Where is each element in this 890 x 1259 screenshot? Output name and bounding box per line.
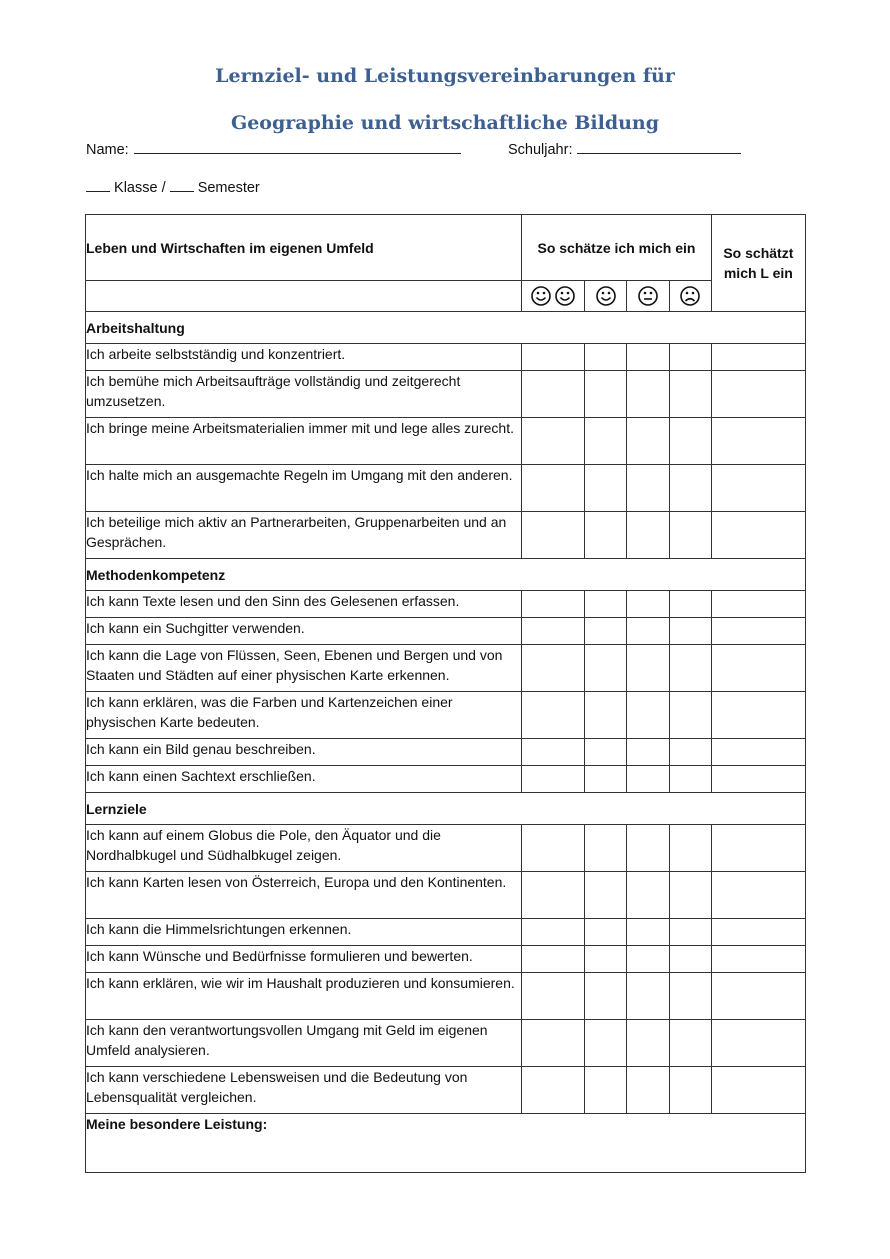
teacher-rating-cell[interactable] [711,692,805,739]
rating-cell-very-good[interactable] [522,946,585,973]
rating-cell-poor[interactable] [669,692,711,739]
semester-label: Semester [197,180,260,196]
rating-cell-poor[interactable] [669,766,711,793]
rating-cell-neutral[interactable] [627,919,669,946]
statement-row [86,512,806,559]
rating-cell-good[interactable] [585,465,627,512]
rating-cell-very-good[interactable] [522,645,585,692]
rating-cell-good[interactable] [585,766,627,793]
rating-cell-neutral[interactable] [627,692,669,739]
rating-cell-very-good[interactable] [522,418,585,465]
rating-cell-poor[interactable] [669,1067,711,1114]
statement-row [86,418,806,465]
rating-cell-very-good[interactable] [522,919,585,946]
rating-cell-good[interactable] [585,371,627,418]
rating-cell-poor[interactable] [669,872,711,919]
special-achievement-row [86,1114,806,1173]
statement-row [86,825,806,872]
rating-cell-good[interactable] [585,591,627,618]
teacher-rating-cell[interactable] [711,512,805,559]
rating-cell-good[interactable] [585,1020,627,1067]
class-blank-line[interactable] [86,178,110,192]
rating-cell-good[interactable] [585,692,627,739]
rating-cell-neutral[interactable] [627,371,669,418]
rating-cell-neutral[interactable] [627,418,669,465]
name-label: Name: [86,142,129,158]
rating-cell-poor[interactable] [669,645,711,692]
statement-row [86,766,806,793]
teacher-rating-cell[interactable] [711,973,805,1020]
teacher-rating-cell[interactable] [711,766,805,793]
teacher-rating-cell[interactable] [711,618,805,645]
school-year-label: Schuljahr: [508,142,573,158]
teacher-rating-cell[interactable] [711,739,805,766]
rating-cell-good[interactable] [585,872,627,919]
class-label: Klasse / [114,180,166,196]
statement-row [86,645,806,692]
rating-cell-good[interactable] [585,919,627,946]
rating-cell-neutral[interactable] [627,739,669,766]
rating-cell-very-good[interactable] [522,512,585,559]
rating-cell-good[interactable] [585,973,627,1020]
section-row [86,793,806,825]
statement-row [86,872,806,919]
rating-cell-poor[interactable] [669,973,711,1020]
rating-cell-neutral[interactable] [627,872,669,919]
rating-col-neutral [627,281,669,312]
rating-cell-poor[interactable] [669,919,711,946]
statement-text: Ich beteilige mich aktiv an Partnerarbeiten, Gruppenarbeiten und an Gesprächen. [86,512,522,559]
rating-cell-good[interactable] [585,1067,627,1114]
rating-cell-very-good[interactable] [522,591,585,618]
teacher-rating-cell[interactable] [711,946,805,973]
statement-row [86,371,806,418]
rating-cell-very-good[interactable] [522,766,585,793]
statement-row [86,919,806,946]
rating-cell-poor[interactable] [669,371,711,418]
rating-cell-neutral[interactable] [627,1020,669,1067]
rating-cell-poor[interactable] [669,739,711,766]
double-smile-icon [530,285,576,307]
statement-text: Ich kann den verantwortungsvollen Umgang mit Geld im eigenen Umfeld analysieren. [86,1020,522,1067]
table-header-row [86,215,806,281]
section-title: Lernziele [86,793,806,825]
statement-text: Ich halte mich an ausgemachte Regeln im Umgang mit den anderen. [86,465,522,512]
rating-cell-good[interactable] [585,825,627,872]
statement-row [86,1067,806,1114]
rating-cell-very-good[interactable] [522,692,585,739]
rating-cell-poor[interactable] [669,591,711,618]
rating-cell-good[interactable] [585,645,627,692]
teacher-rating-cell[interactable] [711,1067,805,1114]
rating-cell-good[interactable] [585,512,627,559]
rating-cell-very-good[interactable] [522,872,585,919]
section-title: Arbeitshaltung [86,312,806,344]
rating-cell-very-good[interactable] [522,371,585,418]
rating-icons-blank [86,281,522,312]
statement-text: Ich kann einen Sachtext erschließen. [86,766,522,793]
teacher-rating-cell[interactable] [711,872,805,919]
frown-face-icon [679,285,701,307]
rating-cell-neutral[interactable] [627,825,669,872]
teacher-rating-cell[interactable] [711,1020,805,1067]
assessment-table [85,214,806,1173]
statement-text: Ich kann Wünsche und Bedürfnisse formulieren und bewerten. [86,946,522,973]
teacher-rating-cell[interactable] [711,825,805,872]
rating-cell-good[interactable] [585,946,627,973]
rating-cell-poor[interactable] [669,946,711,973]
rating-col-good [585,281,627,312]
statement-row [86,692,806,739]
statement-row [86,973,806,1020]
teacher-rating-cell[interactable] [711,465,805,512]
special-achievement-field[interactable]: Meine besondere Leistung: [86,1114,806,1173]
section-row [86,559,806,591]
statement-text: Ich kann Karten lesen von Österreich, Europa und den Kontinenten. [86,872,522,919]
rating-cell-poor[interactable] [669,418,711,465]
rating-cell-good[interactable] [585,739,627,766]
rating-col-very-good [522,281,585,312]
teacher-rating-cell[interactable] [711,371,805,418]
rating-cell-very-good[interactable] [522,344,585,371]
statement-row [86,618,806,645]
school-year-blank-line[interactable] [577,140,741,154]
rating-cell-neutral[interactable] [627,591,669,618]
rating-cell-poor[interactable] [669,618,711,645]
rating-cell-poor[interactable] [669,344,711,371]
statement-row [86,946,806,973]
rating-cell-neutral[interactable] [627,766,669,793]
rating-cell-poor[interactable] [669,825,711,872]
rating-cell-poor[interactable] [669,465,711,512]
name-blank-line[interactable] [134,140,461,154]
statement-row [86,591,806,618]
statement-text: Ich kann verschiedene Lebensweisen und die Bedeutung von Lebensqualität vergleichen. [86,1067,522,1114]
statement-text: Ich kann erklären, was die Farben und Kartenzeichen einer physischen Karte bedeuten. [86,692,522,739]
rating-cell-neutral[interactable] [627,973,669,1020]
neutral-face-icon [637,285,659,307]
statement-text: Ich kann die Himmelsrichtungen erkennen. [86,919,522,946]
rating-cell-neutral[interactable] [627,645,669,692]
rating-cell-neutral[interactable] [627,946,669,973]
teacher-rating-cell[interactable] [711,591,805,618]
semester-blank-line[interactable] [170,178,194,192]
teacher-rating-cell[interactable] [711,645,805,692]
rating-cell-good[interactable] [585,418,627,465]
statement-text: Ich kann Texte lesen und den Sinn des Gelesenen erfassen. [86,591,522,618]
rating-icons-row [86,281,806,312]
self-assessment-header: So schätze ich mich ein [522,215,712,281]
rating-cell-very-good[interactable] [522,618,585,645]
teacher-rating-cell[interactable] [711,418,805,465]
statement-text: Ich kann auf einem Globus die Pole, den Äquator und die Nordhalbkugel und Südhalbkugel zeigen. [86,825,522,872]
rating-cell-good[interactable] [585,618,627,645]
name-field[interactable] [86,140,461,158]
table-header-title: Leben und Wirtschaften im eigenen Umfeld [86,215,522,281]
rating-cell-very-good[interactable] [522,465,585,512]
document-title-line2: Geographie und wirtschaftliche Bildung [230,112,660,134]
statement-text: Ich bemühe mich Arbeitsaufträge vollständig und zeitgerecht umzusetzen. [86,371,522,418]
rating-cell-very-good[interactable] [522,739,585,766]
rating-cell-very-good[interactable] [522,1067,585,1114]
rating-cell-neutral[interactable] [627,465,669,512]
smile-icon [595,285,617,307]
rating-cell-neutral[interactable] [627,618,669,645]
rating-cell-neutral[interactable] [627,1067,669,1114]
statement-text: Ich arbeite selbstständig und konzentriert. [86,344,522,371]
rating-cell-poor[interactable] [669,1020,711,1067]
class-semester-field[interactable] [86,178,260,196]
statement-text: Ich kann ein Suchgitter verwenden. [86,618,522,645]
rating-cell-very-good[interactable] [522,825,585,872]
school-year-field[interactable] [508,140,741,158]
statement-row [86,465,806,512]
rating-cell-good[interactable] [585,344,627,371]
rating-cell-neutral[interactable] [627,512,669,559]
teacher-rating-cell[interactable] [711,919,805,946]
rating-cell-very-good[interactable] [522,1020,585,1067]
statement-row [86,739,806,766]
statement-text: Ich kann erklären, wie wir im Haushalt produzieren und konsumieren. [86,973,522,1020]
statement-text: Ich bringe meine Arbeitsmaterialien immer mit und lege alles zurecht. [86,418,522,465]
section-row [86,312,806,344]
document-title-line1: Lernziel- und Leistungsvereinbarungen für [215,65,675,87]
statement-text: Ich kann die Lage von Flüssen, Seen, Ebenen und Bergen und von Staaten und Städten auf einer physischen Karte erkennen. [86,645,522,692]
rating-col-poor [669,281,711,312]
rating-cell-very-good[interactable] [522,973,585,1020]
rating-cell-neutral[interactable] [627,344,669,371]
rating-cell-poor[interactable] [669,512,711,559]
section-title: Methodenkompetenz [86,559,806,591]
statement-row [86,344,806,371]
statement-row [86,1020,806,1067]
teacher-rating-cell[interactable] [711,344,805,371]
statement-text: Ich kann ein Bild genau beschreiben. [86,739,522,766]
teacher-assessment-header: So schätzt mich L ein [711,215,805,312]
